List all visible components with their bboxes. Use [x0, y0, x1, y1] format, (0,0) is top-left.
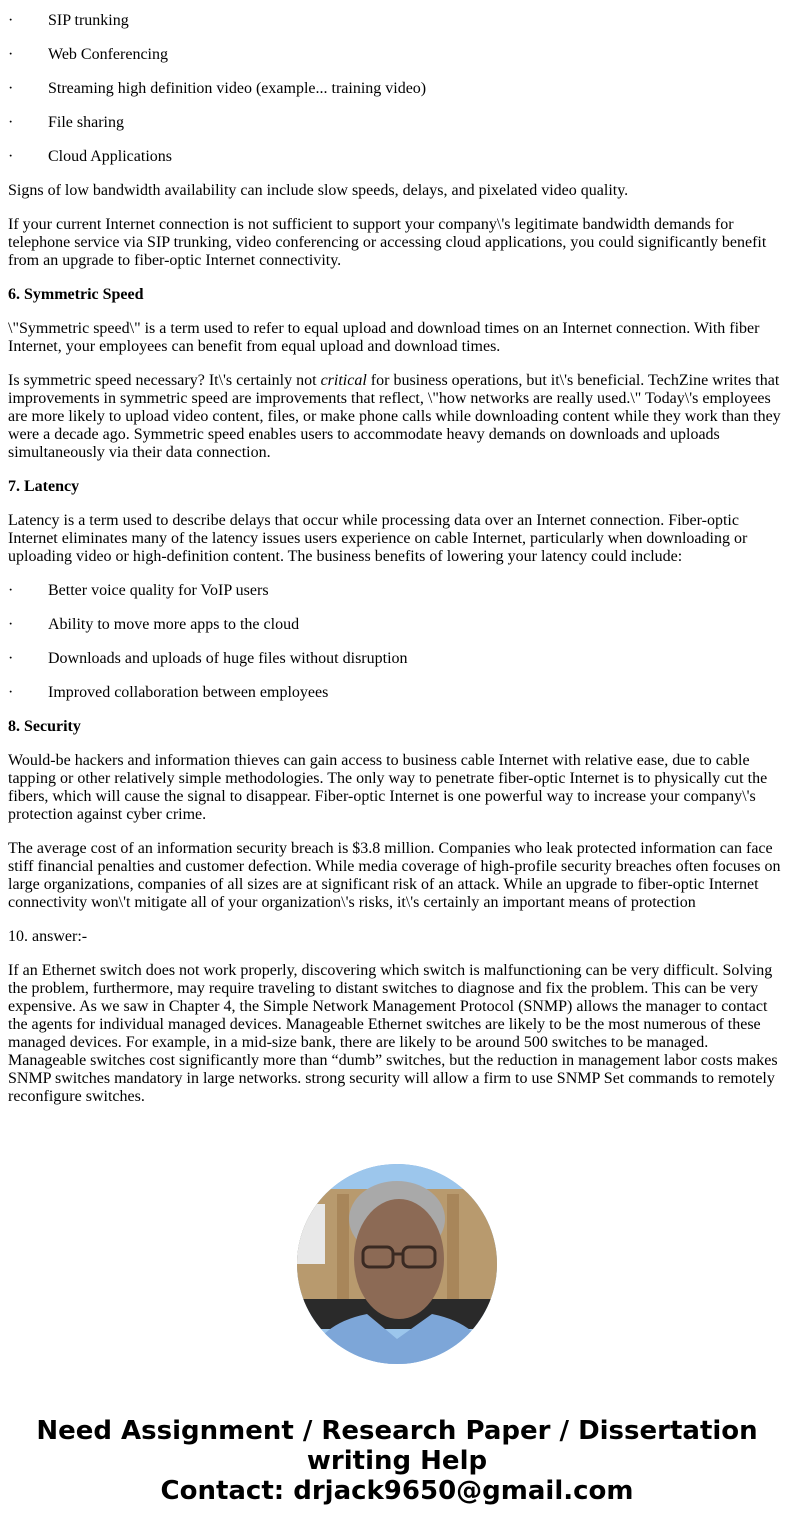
author-photo-container: [0, 1164, 794, 1364]
paragraph-symmetric-necessary: Is symmetric speed necessary? It\'s certainly not critical for business operations, but it\'s beneficial. TechZine writes that improvements in symmetric speed are improvements that reflect, \"how networks are really used.\" Today\'s employees are more likely to upload video content, files, or make phone calls while downloading content while they work than they were a decade ago. Symmetric speed enables users to accommodate heavy demands on downloads and uploads simultaneously via their data connection.: [8, 372, 781, 461]
list-item: · Cloud Applications: [8, 148, 172, 165]
list-item: · SIP trunking: [8, 12, 129, 29]
portrait-icon: [297, 1164, 497, 1364]
section-heading-security: 8. Security: [8, 718, 81, 735]
section-heading-latency: 7. Latency: [8, 478, 80, 495]
list-item: · Downloads and uploads of huge files without disruption: [8, 650, 408, 667]
paragraph-latency: Latency is a term used to describe delays that occur while processing data over an Internet connection. Fiber-optic Internet eliminates many of the latency issues users experience on cable Internet, particularly when downloading or uploading video or high-definition content. The business benefits of lowering your latency could include:: [8, 512, 748, 565]
bullet-icon: ·: [8, 148, 14, 165]
promo-contact: Contact: drjack9650@gmail.com: [160, 1476, 634, 1506]
bullet-icon: ·: [8, 684, 14, 701]
list-item: · File sharing: [8, 114, 124, 131]
section-heading-symmetric-speed: 6. Symmetric Speed: [8, 286, 144, 303]
bullet-icon: ·: [8, 12, 14, 29]
paragraph-answer-10: If an Ethernet switch does not work properly, discovering which switch is malfunctioning can be very difficult. Solving the problem, furthermore, may require traveling to distant switches to diagnose and fix the problem. This can be very expensive. As we saw in Chapter 4, the Simple Network Management Protocol (SNMP) allows the manager to contact the agents for individual managed devices. Manageable Ethernet switches are likely to be the most numerous of these managed devices. For example, in a mid-size bank, there are likely to be around 500 switches to be managed. Manageable switches cost significantly more than “dumb” switches, but the reduction in management labor costs makes SNMP switches mandatory in large networks. strong security will allow a firm to use SNMP Set commands to remotely reconfigure switches.: [8, 962, 778, 1105]
author-avatar: [297, 1164, 497, 1364]
emphasis-critical: critical: [320, 372, 367, 389]
list-item: · Better voice quality for VoIP users: [8, 582, 269, 599]
paragraph-symmetric-def: \"Symmetric speed\" is a term used to refer to equal upload and download times on an Internet connection. With fiber Internet, your employees can benefit from equal upload and download times.: [8, 320, 760, 355]
answer-label: 10. answer:-: [8, 928, 88, 945]
paragraph-security-1: Would-be hackers and information thieves can gain access to business cable Internet with relative ease, due to cable tapping or other relatively simple methodologies. The only way to penetrate fiber-optic Internet is to physically cut the fibers, which will cause the signal to disappear. Fiber-optic Internet is one powerful way to increase your company\'s protection against cyber crime.: [8, 752, 768, 823]
bullet-icon: ·: [8, 582, 14, 599]
bullet-icon: ·: [8, 46, 14, 63]
bullet-icon: ·: [8, 80, 14, 97]
promo-headline: Need Assignment / Research Paper / Dissertation writing Help: [36, 1416, 758, 1476]
bullet-icon: ·: [8, 114, 14, 131]
list-item: · Ability to move more apps to the cloud: [8, 616, 300, 633]
paragraph-security-2: The average cost of an information security breach is $3.8 million. Companies who leak protected information can face stiff financial penalties and customer defection. While media coverage of high-profile security breaches often focuses on large organizations, companies of all sizes are at significant risk of an attack. While an upgrade to fiber-optic Internet connectivity won\'t mitigate all of your organization\'s risks, it\'s certainly an important means of protection: [8, 840, 781, 911]
paragraph-upgrade: If your current Internet connection is not sufficient to support your company\'s legitimate bandwidth demands for telephone service via SIP trunking, video conferencing or accessing cloud applications, you could significantly benefit from an upgrade to fiber-optic Internet connectivity.: [8, 216, 767, 269]
bullet-icon: ·: [8, 650, 14, 667]
list-item: · Streaming high definition video (example... training video): [8, 80, 427, 97]
bullet-icon: ·: [8, 616, 14, 633]
list-item: · Improved collaboration between employees: [8, 684, 329, 701]
list-item: · Web Conferencing: [8, 46, 168, 63]
paragraph-signs: Signs of low bandwidth availability can include slow speeds, delays, and pixelated video quality.: [8, 182, 629, 199]
promo-banner: [0, 1416, 794, 1536]
